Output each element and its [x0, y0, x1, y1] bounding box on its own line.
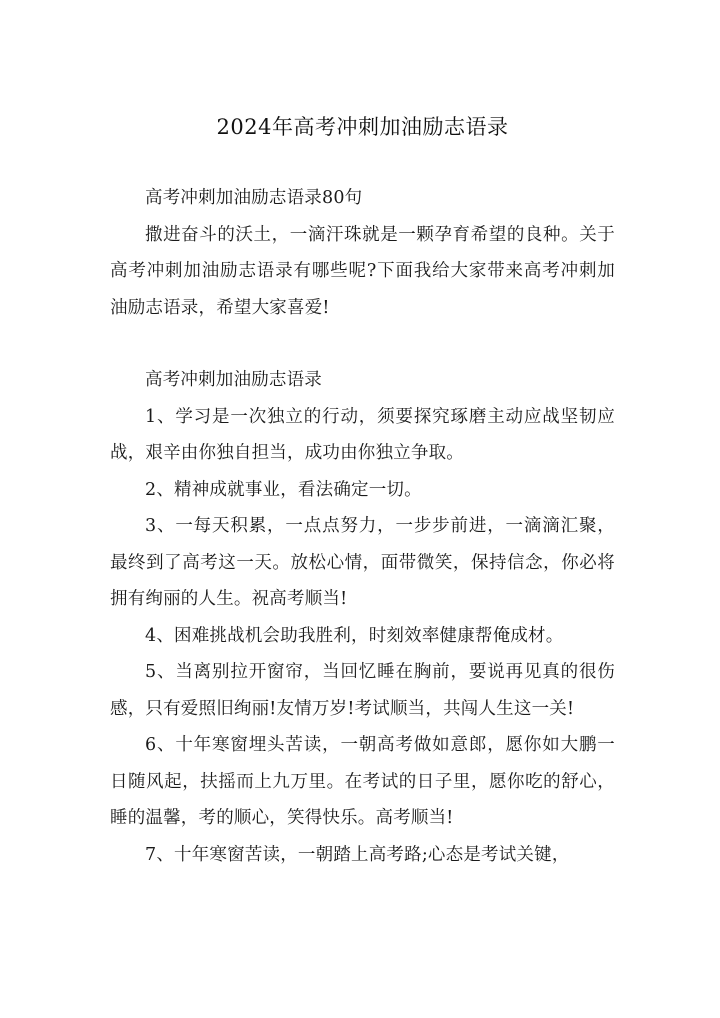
quote-item-3: 3、一每天积累，一点点努力，一步步前进，一滴滴汇聚，最终到了高考这一天。放松心情，面带微笑，保持信念，你必将拥有绚丽的人生。祝高考顺当!	[110, 516, 615, 609]
quote-item-2: 2、精神成就事业，看法确定一切。	[145, 479, 422, 500]
section-heading: 高考冲刺加油励志语录	[145, 370, 322, 390]
quote-item-6: 6、十年寒窗埋头苦读，一朝高考做如意郎，愿你如大鹏一日随风起，扶摇而上九万里。在考试的日子里，愿你吃的舒心，睡的温馨，考的顺心，笑得快乐。高考顺当!	[110, 735, 615, 828]
document-page	[110, 112, 615, 873]
quote-item-7: 7、十年寒窗苦读，一朝踏上高考路;心态是考试关键，	[145, 844, 570, 865]
document-title: 2024年高考冲刺加油励志语录	[216, 115, 509, 139]
quote-item-1: 1、学习是一次独立的行动，须要探究琢磨主动应战坚韧应战，艰辛由你独自担当，成功由你独立争取。	[110, 406, 615, 463]
quote-item-5: 5、当离别拉开窗帘，当回忆睡在胸前，要说再见真的很伤感，只有爱照旧绚丽!友情万岁!考试顺当，共闯人生这一关!	[110, 662, 615, 719]
intro-paragraph: 撒进奋斗的沃土，一滴汗珠就是一颗孕育希望的良种。关于高考冲刺加油励志语录有哪些呢?下面我给大家带来高考冲刺加油励志语录，希望大家喜爱!	[110, 224, 615, 318]
document-subtitle: 高考冲刺加油励志语录80句	[145, 188, 363, 208]
quote-item-4: 4、困难挑战机会助我胜利，时刻效率健康帮俺成材。	[145, 625, 564, 646]
paragraph-gap	[110, 326, 615, 362]
